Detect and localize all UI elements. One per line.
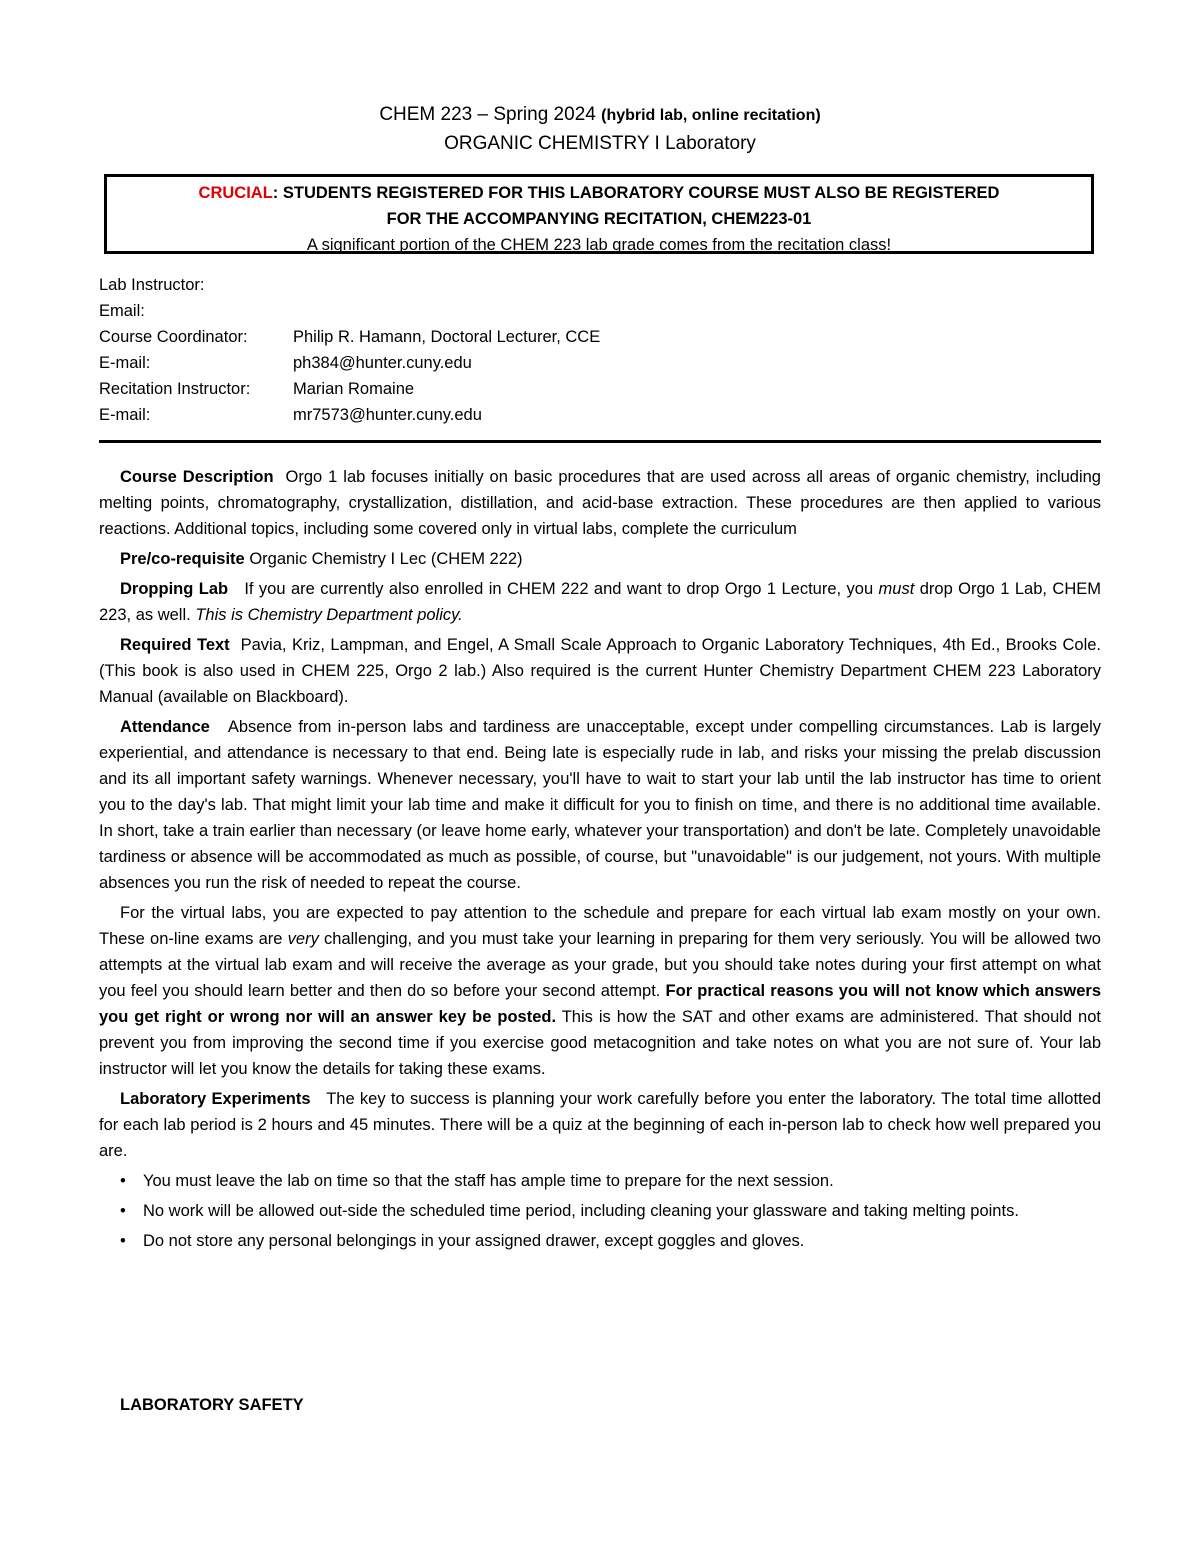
contact-value: Philip R. Hamann, Doctoral Lecturer, CCE	[293, 328, 601, 346]
course-title-text: CHEM 223 – Spring 2024	[379, 104, 596, 125]
crucial-label: CRUCIAL	[198, 184, 273, 202]
notice-line-2-text: FOR THE ACCOMPANYING RECITATION, CHEM223-01	[386, 210, 812, 228]
virtual-labs-bold-note: For practical reasons you will not know which answers you get right or wrong nor will an answer key be posted.	[99, 982, 1101, 1026]
contact-label: E-mail:	[99, 406, 151, 424]
divider-rule	[99, 440, 1101, 443]
list-item	[99, 1198, 1101, 1224]
notice-line-3: A significant portion of the CHEM 223 lab grade comes from the recitation class!	[306, 236, 892, 254]
prereq-text: Organic Chemistry I Lec (CHEM 222)	[249, 550, 523, 568]
contact-row	[99, 350, 600, 376]
contact-label: Course Coordinator:	[99, 328, 248, 346]
contact-row	[99, 376, 600, 402]
experiments-heading: Laboratory Experiments	[120, 1090, 311, 1108]
dropping-lab-text-2: drop Orgo 1 Lab, CHEM 223, as well.	[99, 580, 1101, 624]
course-description-paragraph	[99, 464, 1101, 542]
contact-email-link[interactable]: mr7573@hunter.cuny.edu	[293, 406, 482, 424]
course-description-heading: Course Description	[120, 468, 274, 486]
required-text-paragraph	[99, 632, 1101, 710]
bullet-icon: •	[120, 1202, 126, 1220]
contact-row	[99, 402, 600, 428]
bullet-icon: •	[120, 1172, 126, 1190]
course-title-note: (hybrid lab, online recitation)	[601, 107, 821, 124]
bullet-icon: •	[120, 1232, 126, 1250]
course-description-text: Orgo 1 lab focuses initially on basic procedures that are used across all areas of organic chemistry, including melting points, chromatography, crystallization, distillation, and acid-base extraction. These procedures are then applied to various reactions. Additional topics, including some covered only in virtual labs, complete the curriculum	[99, 468, 1101, 538]
virtual-labs-paragraph	[99, 900, 1101, 1082]
dropping-lab-emphasis: must	[878, 580, 915, 598]
lab-rules-list	[99, 1168, 1101, 1254]
attendance-text: Absence from in-person labs and tardiness are unacceptable, except under compelling circumstances. Lab is largely experiential, and attendance is necessary to that end. Being late is especially rude in lab, and risks your missing the prelab discussion and its all important safety warnings. Whenever necessary, you'll have to wait to start your lab until the lab instructor has time to orient you to the day's lab. That might limit your lab time and make it difficult for you to finish on time, and there is no additional time available. In short, take a train earlier than necessary (or leave home early, whatever your transportation) and don't be late. Completely unavoidable tardiness or absence will be accommodated as much as possible, of course, but "unavoidable" is our judgement, not yours. With multiple absences you run the risk of needed to repeat the course.	[99, 718, 1102, 892]
syllabus-body	[99, 464, 1101, 1258]
notice-line-1-text: : STUDENTS REGISTERED FOR THIS LABORATORY COURSE MUST ALSO BE REGISTERED	[272, 184, 1000, 202]
list-item	[99, 1228, 1101, 1254]
contact-email-link[interactable]: ph384@hunter.cuny.edu	[293, 354, 472, 372]
dropping-lab-paragraph	[99, 576, 1101, 628]
dropping-lab-text: If you are currently also enrolled in CHEM 222 and want to drop Orgo 1 Lecture, you	[244, 580, 874, 598]
course-title	[0, 102, 1200, 129]
required-text-body: Pavia, Kriz, Lampman, and Engel, A Small Scale Approach to Organic Laboratory Techniques, 4th Ed., Brooks Cole. (This book is also used in CHEM 225, Orgo 2 lab.) Also required is the current Hunter Chemistry Department CHEM 223 Laboratory Manual (available on Blackboard).	[99, 636, 1101, 706]
virtual-labs-text-2: challenging, and you must take your learning in preparing for them very seriously. You will be allowed two attempts at the virtual lab exam and will receive the average as your grade, but you should take notes during your first attempt on what you feel you should learn better and then do so before your second attempt.	[99, 930, 1101, 1000]
contact-value: Marian Romaine	[293, 380, 415, 398]
contact-row	[99, 272, 600, 298]
course-subtitle: ORGANIC CHEMISTRY I Laboratory	[444, 133, 756, 154]
contact-label: E-mail:	[99, 354, 151, 372]
contact-label: Recitation Instructor:	[99, 380, 251, 398]
list-item-text: Do not store any personal belongings in your assigned drawer, except goggles and gloves.	[143, 1232, 805, 1250]
prereq-paragraph	[99, 546, 1101, 572]
contact-label: Email:	[99, 302, 145, 320]
virtual-labs-emphasis: very	[287, 930, 319, 948]
required-text-heading: Required Text	[120, 636, 230, 654]
registration-notice-box	[104, 174, 1094, 254]
contact-row	[99, 324, 600, 350]
attendance-paragraph	[99, 714, 1101, 896]
experiments-paragraph	[99, 1086, 1101, 1164]
experiments-text: The key to success is planning your work carefully before you enter the laboratory. The total time allotted for each lab period is 2 hours and 45 minutes. There will be a quiz at the beginning of each in-person lab to check how well prepared you are.	[99, 1090, 1101, 1160]
contact-label: Lab Instructor:	[99, 276, 205, 294]
notice-line-2	[107, 206, 1091, 232]
safety-heading: LABORATORY SAFETY	[120, 1396, 304, 1414]
contact-info	[99, 272, 600, 428]
dropping-lab-policy: This is Chemistry Department policy.	[195, 606, 463, 624]
notice-line-1	[107, 180, 1091, 206]
prereq-heading: Pre/co-requisite	[120, 550, 245, 568]
list-item-text: You must leave the lab on time so that the staff has ample time to prepare for the next session.	[143, 1172, 834, 1190]
contact-row	[99, 298, 600, 324]
dropping-lab-heading: Dropping Lab	[120, 580, 229, 598]
virtual-labs-text-3: This is how the SAT and other exams are administered. That should not prevent you from improving the second time if you exercise good metacognition and take notes on what you are not sure of. Your lab instructor will let you know the details for taking these exams.	[99, 1008, 1101, 1078]
list-item	[99, 1168, 1101, 1194]
list-item-text: No work will be allowed out-side the scheduled time period, including cleaning your glassware and taking melting points.	[143, 1202, 1019, 1220]
virtual-labs-text: For the virtual labs, you are expected to pay attention to the schedule and prepare for each virtual lab exam mostly on your own. These on-line exams are	[99, 904, 1101, 948]
attendance-heading: Attendance	[120, 718, 210, 736]
